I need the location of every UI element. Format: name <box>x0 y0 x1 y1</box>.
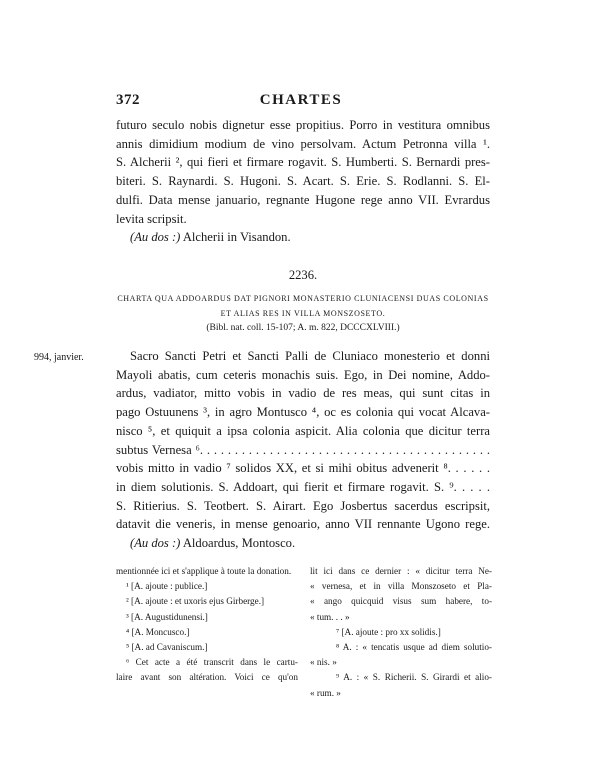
text-line: in diem solutionis. S. Addoart, qui fierit et firmare rogavit. S. ⁹. . . . . <box>116 479 490 494</box>
dorse-label: (Au dos :) <box>130 230 181 245</box>
running-head: CHARTES <box>259 92 343 108</box>
charter-rubric <box>116 291 490 321</box>
charter-text <box>116 347 490 553</box>
text-line: vobis mitto in vadio ⁷ solidos XX, et si mihi obitus advenerit ⁸. . . . . . <box>116 461 490 476</box>
footnote-line: ⁷ [A. ajoute : pro xx solidis.] <box>336 626 441 637</box>
footnote-line: ⁸ A. : « tencatis usque ad diem solutio- <box>336 642 492 653</box>
text-line: levita scripsit. <box>116 211 187 226</box>
page-number: 372 <box>116 92 140 108</box>
text-line: datavit die veneris, in mense genoario, anno VII rennante Ugono rege. <box>116 517 490 532</box>
footnote-line: « ango quicquid visus sum habere, to- <box>310 596 492 607</box>
footnote-line: ⁴ [A. Moncusco.] <box>126 626 190 637</box>
text-line: S. Alcherii ², qui fieri et firmare rogavit. S. Humberti. S. Bernardi pres- <box>116 155 490 170</box>
page-header <box>116 92 486 112</box>
footnote-line: « tum. . . » <box>310 611 350 622</box>
text-line: dulfi. Data mense januario, regnante Hugone rege anno VII. Evrardus <box>116 192 490 207</box>
margin-date: 994, janvier. <box>34 352 84 363</box>
text-line: futuro seculo nobis dignetur esse propitius. Porro in vestitura omnibus <box>116 118 490 132</box>
footnote-line: ⁶ Cet acte a été transcrit dans le cartu- <box>126 657 298 668</box>
footnote-line: « rum. » <box>310 687 341 698</box>
text-line: Mayoli abatis, cum ceteris monachis suis. Ego, in Dei nomine, Addo- <box>116 367 490 382</box>
dorse-label: (Au dos :) <box>130 536 181 551</box>
text-line: S. Ritierius. S. Teotbert. S. Airart. Ego Josbertus sacerdus escripsit, <box>116 498 490 513</box>
footnote-line: « nis. » <box>310 657 337 668</box>
text-line: nisco ⁵, et quiquit a ipsa colonia aspicit. Alia colonia que dicitur terra <box>116 423 490 438</box>
text-line: ardus, vadiator, mitto vobis in vadio de res meas, qui sunt citas in <box>116 386 490 401</box>
rubric-line: ET ALIAS RES IN VILLA MONSZOSETO. <box>220 309 386 318</box>
text-line: Sacro Sancti Petri et Sancti Palli de Cluniaco monesterio et donni <box>130 349 490 363</box>
footnote-line: ¹ [A. ajoute : publice.] <box>126 581 208 592</box>
footnotes-left-column <box>116 564 298 686</box>
footnote-line: ² [A. ajoute : et uxoris ejus Girberge.] <box>126 596 265 607</box>
footnote-line: ³ [A. Augustidunensi.] <box>126 611 208 622</box>
charter-number: 2236. <box>288 268 318 282</box>
dorse-text: Alcherii in Visandon. <box>180 230 291 245</box>
footnote-line: ⁵ [A. ad Cavaniscum.] <box>126 642 208 653</box>
previous-charter-text <box>116 116 490 247</box>
dorse-text: Aldoardus, Montosco. <box>180 536 296 551</box>
footnotes-right-column <box>310 564 492 701</box>
footnote-line: mentionnée ici et s'applique à toute la donation. <box>116 566 292 576</box>
text-line: annis dimidium modium de vino persolvam. Actum Petronna villa ¹. <box>116 136 490 151</box>
footnote-line: laire avant son altération. Voici ce qu'on <box>116 672 298 683</box>
text-line: pago Ostuunens ³, in agro Montusco ⁴, oc es colonia qui vocat Alcava- <box>116 405 490 420</box>
charter-source: (Bibl. nat. coll. 15-107; A. m. 822, DCCCXLVIII.) <box>206 323 400 333</box>
footnote-line: « vernesa, et in villa Monszoseto et Pla- <box>310 581 492 592</box>
rubric-line: CHARTA QUA ADDOARDUS DAT PIGNORI MONASTERIO CLUNIACENSI DUAS COLONIAS <box>117 294 489 303</box>
footnote-line: lit ici dans ce dernier : « dicitur terra Ne- <box>310 566 492 576</box>
footnote-line: ⁹ A. : « S. Richerii. S. Girardi et alio- <box>336 672 492 683</box>
text-line: biteri. S. Raynardi. S. Hugoni. S. Acart. S. Erie. S. Rodlanni. S. El- <box>116 174 490 189</box>
dorse-note <box>116 534 490 553</box>
dorse-note <box>116 228 490 247</box>
text-line: subtus Vernesa ⁶. . . . . . . . . . . . . . . . . . . . . . . . . . . . . . . . . . . . . . . . . . <box>116 442 490 457</box>
